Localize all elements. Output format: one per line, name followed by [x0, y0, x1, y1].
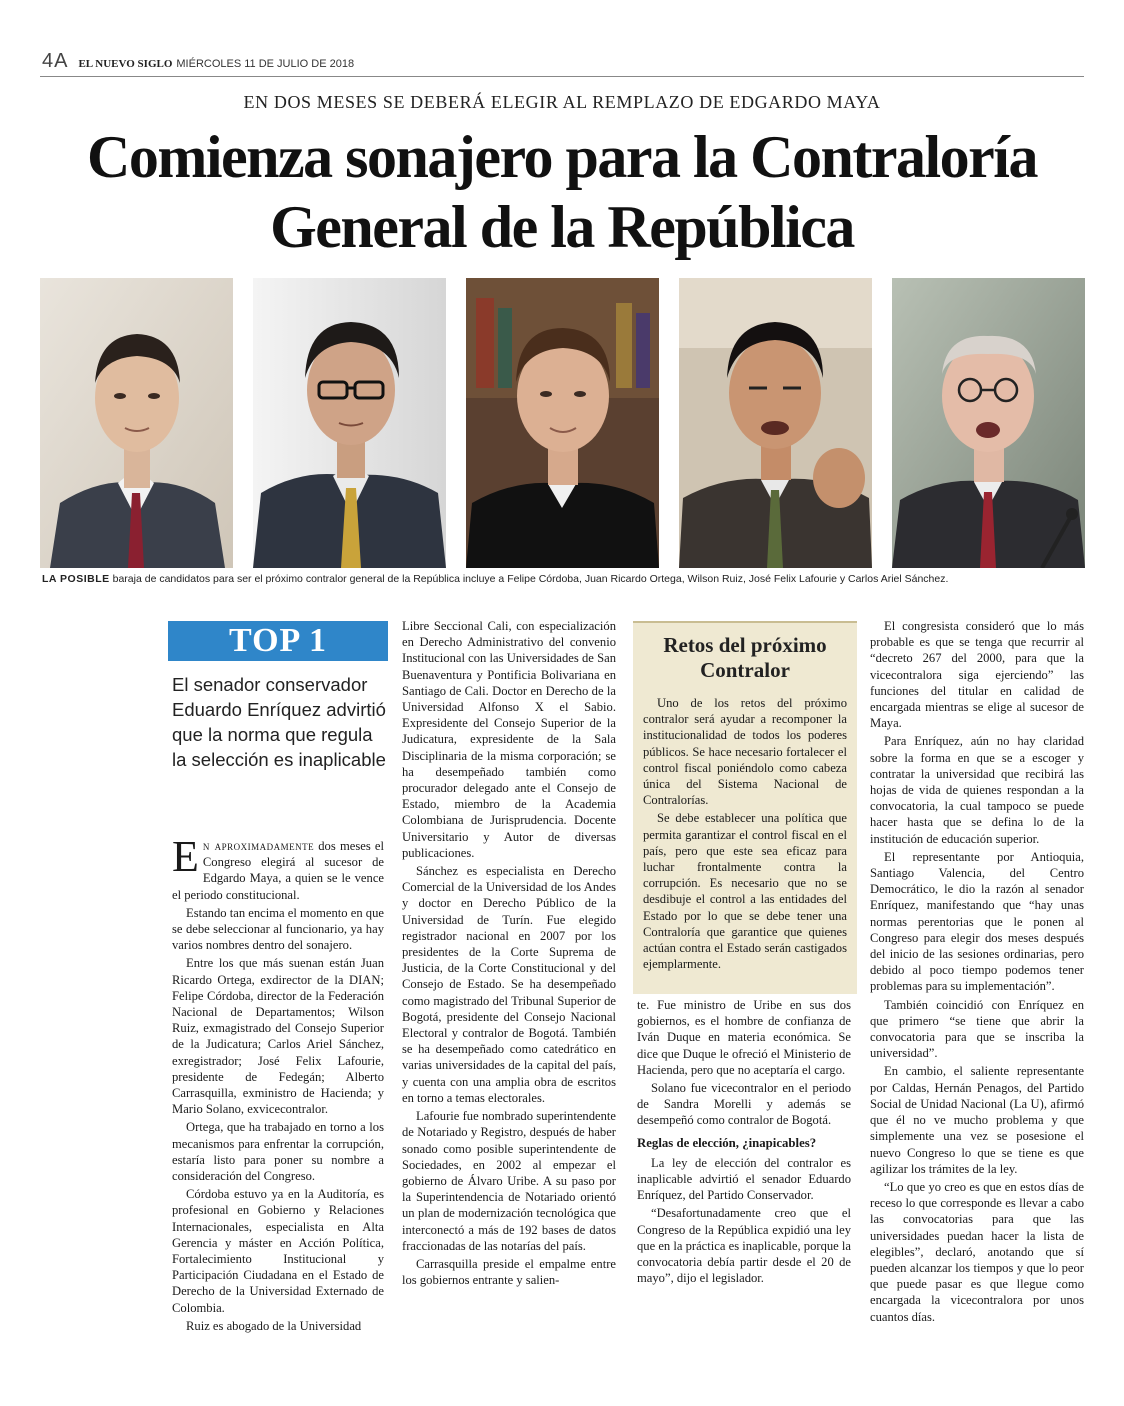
paragraph: Entre los que más suenan están Juan Ricardo Ortega, exdirector de la DIAN; Felipe Córdoba, director de la Federación Nacional de Departamentos; Wilson Ruiz, exmagistrado del Consejo Superior de la Judicatura; Carlos Ariel Sánchez, exregistrador; José Felix Lafourie, presidente de Fedegán; Alberto Carrasquilla, exministro de Hacienda; y Mario Solano, exvicecontralor. [172, 956, 384, 1117]
candidate-photo-4 [679, 278, 872, 568]
paragraph: “Desafortunadamente creo que el Congreso de la República expidió una ley que en la práctica es inaplicable, porque la convocatoria debía partir desde el 20 de mayo”, dijo el legislador. [637, 1206, 851, 1286]
photo-caption [42, 572, 1086, 586]
paragraph-text: dos meses el Congreso elegirá al sucesor de Edgardo Maya, a quien se le vence el periodo constitucional. [172, 839, 384, 902]
caption-text: baraja de candidatos para ser el próximo contralor general de la República incluye a Felipe Córdoba, Juan Ricardo Ortega, Wilson Ruiz, José Felix Lafourie y Carlos Ariel Sánchez. [112, 573, 949, 585]
sidebar-body [643, 695, 847, 972]
headline-line-2: General de la República [270, 194, 854, 260]
article-column-2 [402, 618, 616, 1288]
paragraph: te. Fue ministro de Uribe en sus dos gobiernos, es el hombre de confianza de Iván Duque en materia económica. Se dice que Duque le ofreció el Ministerio de Hacienda, pero que no aceptaría el cargo. [637, 998, 851, 1077]
folio [42, 50, 354, 74]
paragraph: Libre Seccional Cali, con especialización en Derecho Administrativo del convenio Institucional con las Universidades de San Buenaventura y Pontificia Bolivariana en Santiago de Cali. Doctor en Derecho de la Universidad Alfonso X el Sabio. Expresidente del Consejo Superior de la Judicatura, expresidente de la Sala Disciplinaria de la misma corporación; se ha desempeñado también como procurador delegado ante el Consejo de Estado, miembro de la Academia Colombiana de Jurisprudencia. Docente Universitario y Autor de diversas publicaciones. [402, 619, 616, 860]
paragraph: Estando tan encima el momento en que se debe seleccionar al funcionario, ya hay varios nombres dentro del sonajero. [172, 905, 384, 953]
issue-date: MIÉRCOLES 11 DE JULIO DE 2018 [176, 58, 355, 70]
paragraph [172, 832, 384, 903]
paragraph: En cambio, el saliente representante por Caldas, Hernán Penagos, del Partido Social de Unidad Nacional (La U), afirmó que él no ve mucho problema y que simplemente una vez se posesione el nuevo Congreso lo que se tiene es que agilizar los trámites de la ley. [870, 1064, 1084, 1176]
headline-line-1: Comienza sonajero para la Contraloría [87, 124, 1037, 190]
candidate-photo-3 [466, 278, 659, 568]
drop-cap: E [172, 832, 199, 881]
page-number: 4A [42, 50, 69, 72]
paragraph: Para Enríquez, aún no hay claridad sobre la forma en que se a escoger y contratar la universidad que recibirá las hojas de vida de quienes respondan a la convocatoria, la cual tampoco se puede hacer hasta que se defina lo de la institución de educación superior. [870, 734, 1084, 846]
candidate-photo-1 [40, 278, 233, 568]
photo-strip [40, 278, 1084, 568]
deck-quote: El senador conservador Eduardo Enríquez advirtió que la norma que regula la selección es inaplicable [172, 674, 386, 770]
top-rule [40, 76, 1084, 77]
sidebar-title: Retos del próximo Contralor [663, 633, 827, 682]
top-badge: TOP 1 [168, 621, 388, 661]
paragraph: Sánchez es especialista en Derecho Comercial de la Universidad de los Andes y doctor en Derecho Público de la Universidad de Turín. Fue elegido registrador nacional en 2007 por los presidentes de la Corte Suprema de Justicia, de la Corte Constitucional y del Consejo de Estado. Se ha desempeñado como magistrado del Tribunal Superior de Bogotá, presidente del Consejo Nacional Electoral y contralor de Bogotá. También se ha desempeñado como catedrático en varias universidades de la capital del país, y cuenta con una amplia obra de escritos en torno a temas electorales. [402, 864, 616, 1105]
article-column-3 [637, 997, 851, 1286]
headline [40, 122, 1084, 262]
candidate-photo-2 [253, 278, 446, 568]
sidebar-box [633, 621, 857, 994]
paragraph: Carrasquilla preside el empalme entre los gobiernos entrante y salien- [402, 1256, 616, 1288]
paragraph: Ortega, que ha trabajado en torno a los mecanismos para enfrentar la corrupción, estaría listo para poner su nombre a consideración del Congreso. [172, 1120, 384, 1184]
paragraph: El representante por Antioquia, Santiago Valencia, del Centro Democrático, le dio la razón al senador Enríquez, manifestando que “hay unas normas perentorias que le ponen al Congreso para elegir dos meses después del inicio de las sesiones ordinarias, pero debido al poco tiempo podemos tener problemas para su implementación”. [870, 849, 1084, 994]
subheading: Reglas de elección, ¿inapicables? [637, 1135, 817, 1150]
paragraph: También coincidió con Enríquez en que primero “se tiene que abrir la convocatoria para que se inscriba la universidad”. [870, 997, 1084, 1061]
paragraph: Lafourie fue nombrado superintendente de Notariado y Registro, después de haber sonado como posible superintendente de Sociedades, en 2002 al empezar el gobierno de Álvaro Uribe. A su paso por la Superintendencia de Notariado orientó un plan de modernización tecnológica que interconectó a más de 192 bases de datos fraccionadas de las notarías del país. [402, 1109, 616, 1253]
candidate-photo-5 [892, 278, 1085, 568]
caption-lead: LA POSIBLE [42, 573, 110, 585]
lead-caps: n aproximadamente [202, 839, 315, 853]
paragraph: Uno de los retos del próximo contralor será ayudar a recomponer la institucionalidad de todos los poderes públicos. Se hace necesario fortalecer el control fiscal poniéndolo como cabeza única del Sistema Nacional de Contralorías. [643, 696, 847, 808]
paragraph: “Lo que yo creo es que en estos días de receso lo que corresponde es llevar a cabo las convocatorias para que las universidades puedan hacer la lista de elegibles”, declaró, anotando que sí pueden alcanzar los tiempos y que lo peor que puede pasar es que llegue como encargada la vicecontralora por unos cuantos días. [870, 1179, 1084, 1324]
paragraph: El congresista consideró que lo más probable es que se tenga que recurrir al “decreto 267 del 2000, para que la vicecontralora siga ejerciendo” las funciones del titular en calidad de encargada mientras se elige al sucesor de Maya. [870, 619, 1084, 731]
newspaper-name: EL NUEVO SIGLO [78, 58, 173, 70]
kicker: EN DOS MESES SE DEBERÁ ELEGIR AL REMPLAZO DE EDGARDO MAYA [243, 92, 881, 112]
paragraph: Se debe establecer una política que permita garantizar el control fiscal en el país, pero que este sea eficaz para luchar frontalmente contra la corrupción. Es necesario que no se desdibuje el control a las entidades del Estado por lo que se debe tener una Contraloría que garantice que quienes actúan contra el Estado serán castigados ejemplarmente. [643, 811, 847, 972]
paragraph: Córdoba estuvo ya en la Auditoría, es profesional en Gobierno y Relaciones Internacionales, especialista en Alta Gerencia y máster en Acción Política, Fortalecimiento Institucional y Participación Ciudadana en el Estado de Derecho de la Universidad Externado de Colombia. [172, 1187, 384, 1315]
article-column-1 [172, 832, 384, 1334]
paragraph: Solano fue vicecontralor en el periodo de Sandra Morelli y además se desempeñó como contralor de Bogotá. [637, 1081, 851, 1128]
paragraph: Ruiz es abogado de la Universidad [186, 1318, 362, 1333]
article-column-4 [870, 618, 1084, 1325]
paragraph: La ley de elección del contralor es inaplicable advirtió el senador Eduardo Enríquez, del Partido Conservador. [637, 1155, 851, 1203]
